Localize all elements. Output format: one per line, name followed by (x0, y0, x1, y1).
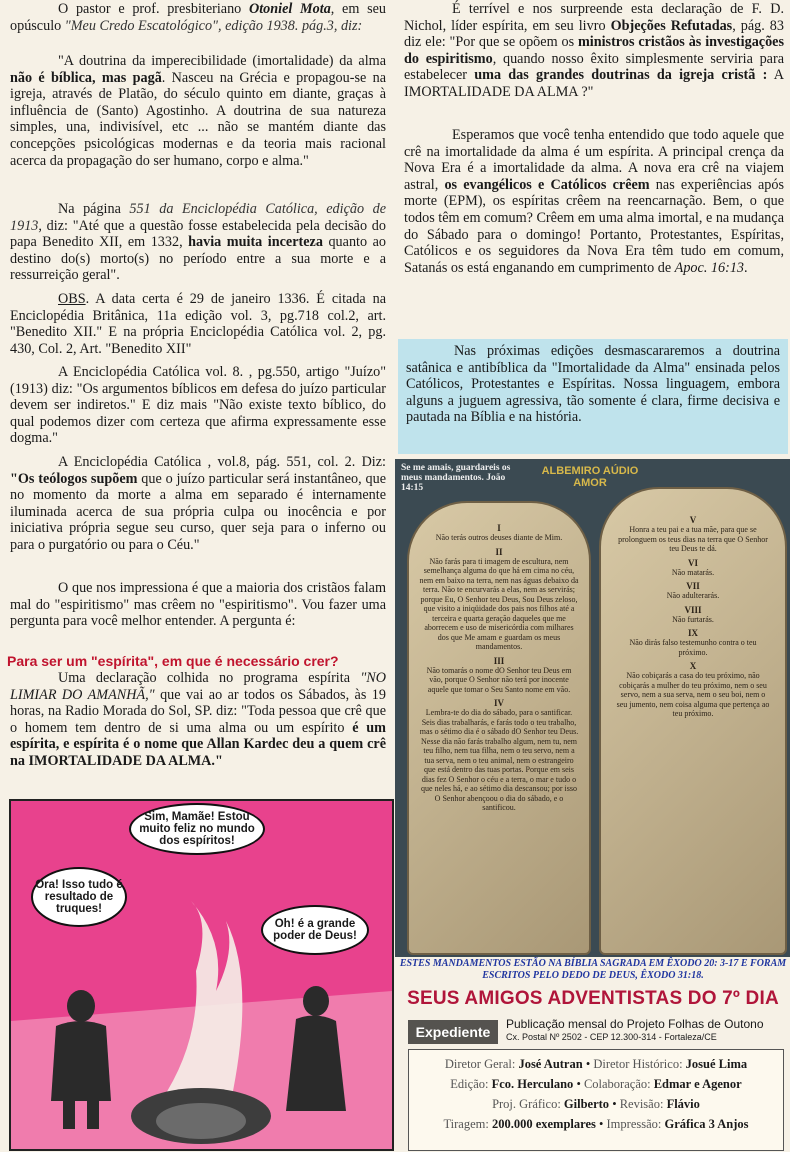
spiritism-paragraph: O que nos impressiona é que a maioria dos cristãos falam mal do "espiritismo" mas crêem no "espiritismo". Vou fazer uma pergunta para você melhor entender. A pergunta é: (10, 580, 386, 630)
staff-name: Gráfica 3 Anjos (664, 1117, 749, 1131)
commandment-text: Não matarás. (671, 567, 715, 577)
staff-name: Gilberto (563, 1097, 610, 1111)
publication-line: Publicação mensal do Projeto Folhas de Outono (506, 1017, 764, 1031)
commandment-text: Não tomarás o nome dO Senhor teu Deus em vão, porque O Senhor não terá por inocente aquele que tomar o Seu Santo nome em vão. (426, 665, 572, 694)
staff-role: Proj. Gráfico: (492, 1097, 564, 1111)
left-tablet (407, 501, 591, 955)
commandment-number: IV (493, 698, 504, 708)
artist-signature: ALBEMIRO AÚDIO AMOR (541, 465, 639, 489)
intro-paragraph: O pastor e prof. presbiteriano Otoniel Mota, em seu opúsculo "Meu Credo Escatológico", edição 1938. pág.3, diz: (10, 1, 386, 34)
staff-credits (408, 1049, 784, 1151)
staff-role: Revisão: (619, 1097, 667, 1111)
commandment-number: V (689, 515, 697, 525)
staff-name: Josué Lima (685, 1057, 748, 1071)
new-age-paragraph: Esperamos que você tenha entendido que todo aquele que crê na imortalidade da alma é um espírita. A principal crença da Nova Era é a imortalidade da alma. A nova era crê na viajem astral, os evangélicos e Católicos crêem nas experiências após morte (EPM), os espíritas crêem na reencarnação. Bem, o que todos têm em comum? Crêem em uma alma imortal, e na mudança do Sábado para o domingo! Portanto, Protestantes, Espíritas, Católicos e os seguidores da Nova Era têm tudo em comum, Satanás os está enganando em cumprimento de Apoc. 16:13. (404, 127, 784, 276)
commandment-text: Não adulterarás. (666, 591, 720, 600)
commandment-text: Não dirás falso testemunho contra o teu próximo. (629, 638, 757, 657)
right-tablet (599, 487, 787, 955)
staff-role: Edição: (450, 1077, 492, 1091)
obs-paragraph: OBS. A data certa é 29 de janeiro 1336. É citada na Enciclopédia Britânica, 11a edição vol. 3, pg.718 col.2, art. "Benedito XII." E na própria Enciclopédia Católica vol. 2, pg. 430, Col. 2, Art. "Benedito XII" (10, 291, 386, 357)
commandment-number: IX (687, 628, 698, 638)
staff-name: José Autran (518, 1057, 583, 1071)
expediente-bar (408, 1016, 784, 1046)
bullet-separator: • (582, 1057, 594, 1071)
commandment-text: Honra a teu pai e a tua mãe, para que se prolonguem os teus dias na terra que O Senhor teu Deus te dá. (618, 525, 768, 553)
address-line: Cx. Postal Nº 2502 - CEP 12.300-314 - Fortaleza/CE (506, 1032, 717, 1042)
commandment-text: Não cobiçarás a casa do teu próximo, não cobiçarás a mulher do teu próximo, nem o seu servo, nem a sua serva, nem o seu boi, nem o seu jumento, nem coisa alguma que pertença ao teu próximo. (616, 671, 770, 718)
staff-role: Diretor Histórico: (593, 1057, 686, 1071)
speech-bubble-skeptic: Ora! Isso tudo é resultado de truques! (31, 867, 127, 927)
staff-role: Impressão: (606, 1117, 665, 1131)
bullet-separator: • (573, 1077, 584, 1091)
seance-comic-illustration (9, 799, 394, 1151)
staff-role: Tiragem: (443, 1117, 492, 1131)
staff-name: 200.000 exemplares (491, 1117, 596, 1131)
bullet-separator: • (609, 1097, 620, 1111)
staff-role: Diretor Geral: (444, 1057, 519, 1071)
radio-quote-paragraph: Uma declaração colhida no programa espírita "NO LIMIAR DO AMANHÃ," que vai ao ar todos os Sábados, às 19 horas, na Radio Morada do Sol, SP. diz: "Toda pessoa que crê que o homem tem dentro de si uma alma ou um espírito é um espírita, e espírita é o nome que Allan Kardec deu a quem crê na IMORTALIDADE DA ALMA." (10, 670, 386, 769)
next-editions-announcement: Nas próximas edições desmascararemos a doutrina satânica e antibíblica da "Imortalidade da Alma" ensinada pelos Católicos, Protestantes e Espíritas. Nossa linguagem, embora alguns a juguem agressiva, tão somente é clara, firme decisiva e pautada na Bíblia e na história. (398, 339, 788, 454)
john-verse-header: Se me amais, guardareis os meus mandamentos. João 14:15 (401, 463, 511, 493)
bullet-separator: • (595, 1117, 607, 1131)
commandment-number: II (495, 546, 503, 557)
speech-bubble-spirit: Sim, Mamãe! Estou muito feliz no mundo dos espíritos! (129, 803, 265, 855)
commandments-caption: ESTES MANDAMENTOS ESTÃO NA BÍBLIA SAGRADA EM ÊXODO 20: 3-17 E FORAM ESCRITOS PELO DEDO DE DEUS, ÊXODO 31:18. (399, 958, 787, 981)
commandment-number: III (493, 655, 505, 666)
expediente-label: Expediente (408, 1020, 498, 1044)
commandment-text: Não furtarás. (672, 614, 714, 624)
catholic-encyclopedia-paragraph: Na página 551 da Enciclopédia Católica, edição de 1913, diz: "Até que a questão fosse estabelecida pela decisão do papa Benedito XII, em 1332, havia muita incerteza quanto ao destino do(s) morto(s) no período entre a sua morte e a ressurreição geral". (10, 201, 387, 284)
staff-name: Fco. Herculano (491, 1077, 574, 1091)
commandment-text: Não farás para ti imagem de escultura, nem semelhança alguma do que há em cima no céu, nem em baixo na terra, nem nas águas debaixo da terra. Não te encurvarás a elas, nem as servirás; porque Eu, O Senhor teu Deus, Sou Deus zeloso, que visito a iniqüidade dos pais nos filhos até a terceira e quarta geração daqueles que me aborrecem e uso de misericórdia com milhares dos que Me amam e guardam os meus mandamentos. (419, 556, 579, 651)
staff-name: Edmar e Agenor (653, 1077, 742, 1091)
staff-line (409, 1074, 783, 1094)
speech-bubble-believer: Oh! é a grande poder de Deus! (261, 905, 369, 955)
staff-name: Flávio (666, 1097, 700, 1111)
commandment-text: Não terás outros deuses diante de Mim. (435, 533, 563, 542)
commandment-number: VI (687, 557, 698, 568)
mota-quote: "A doutrina da imperecibilidade (imortalidade) da alma não é bíblica, mas pagã. Nasceu na Grécia e propagou-se na igreja, através de Platão, do século quinto em diante, graças à influência de (Santo) Agostinho. A doutrina de sua natureza simples, una, indivisível, etc ... não se mantém diante das concepções psicológicas modernas e da teoria mais racional acerca da propagação do ser humano, corpo e alma." (10, 53, 386, 169)
publication-info (506, 1018, 786, 1044)
commandment-number: VIII (684, 604, 702, 615)
staff-line (409, 1094, 783, 1114)
commandment-number: I (497, 523, 501, 533)
commandment-number: X (689, 661, 697, 671)
staff-line (409, 1054, 783, 1074)
commandment-text: Lembra-te do dia do sábado, para o santificar. Seis dias trabalharás, e farás todo o teu trabalho, mas o sétimo dia é o sábado dO Senhor teu Deus. Nesse dia não farás trabalho algum, nem tu, nem teu filho, nem tua filha, nem o teu servo, nem a tua serva, nem o teu animal, nem o estrangeiro que está dentro das tuas portas. Porque em seis dias fez O Senhor o céu e a terra, o mar e tudo o que neles há, e ao sétimo dia descansou; por isso O Senhor abençoou o dia do sábado, e o santificou. (419, 708, 579, 812)
commandment-number: VII (686, 581, 700, 591)
staff-line (409, 1114, 783, 1134)
ten-commandments-illustration (395, 459, 790, 957)
judgment-paragraph: A Enciclopédia Católica vol. 8. , pg.550, artigo "Juízo"(1913) diz: "Os argumentos bíblicos em defesa do juízo particular devem ser indiretos." E diz mais "Não existe texto bíblico, do qual podemos dizer com certeza que afirma expressamente esse dogma." (10, 364, 386, 447)
publisher-title: SEUS AMIGOS ADVENTISTAS DO 7º DIA (407, 988, 779, 1009)
question-heading: Para ser um "espírita", em que é necessário crer? (7, 653, 339, 669)
staff-role: Colaboração: (583, 1077, 654, 1091)
nichol-paragraph: É terrível e nos surpreende esta declaração de F. D. Nichol, líder espírita, em seu livro Objeções Refutadas, pág. 83 diz ele: "Por que se opõem os ministros cristãos às investigações do espiritismo, quando nosso êxito simplesmente serviria para estabelecer uma das grandes doutrinas da igreja cristã : A IMORTALIDADE DA ALMA ?" (404, 1, 784, 100)
theologians-paragraph: A Enciclopédia Católica , vol.8, pág. 551, col. 2. Diz: "Os teólogos supõem que o juízo particular será instantâneo, que no momento da morte a alma em separado é internamente iluminada acerca de sua própria culpa ou inocência e por iniciativa própria segue seu curso, quer seja para o inferno ou para o purgatório ou para o Céu." (10, 454, 386, 553)
